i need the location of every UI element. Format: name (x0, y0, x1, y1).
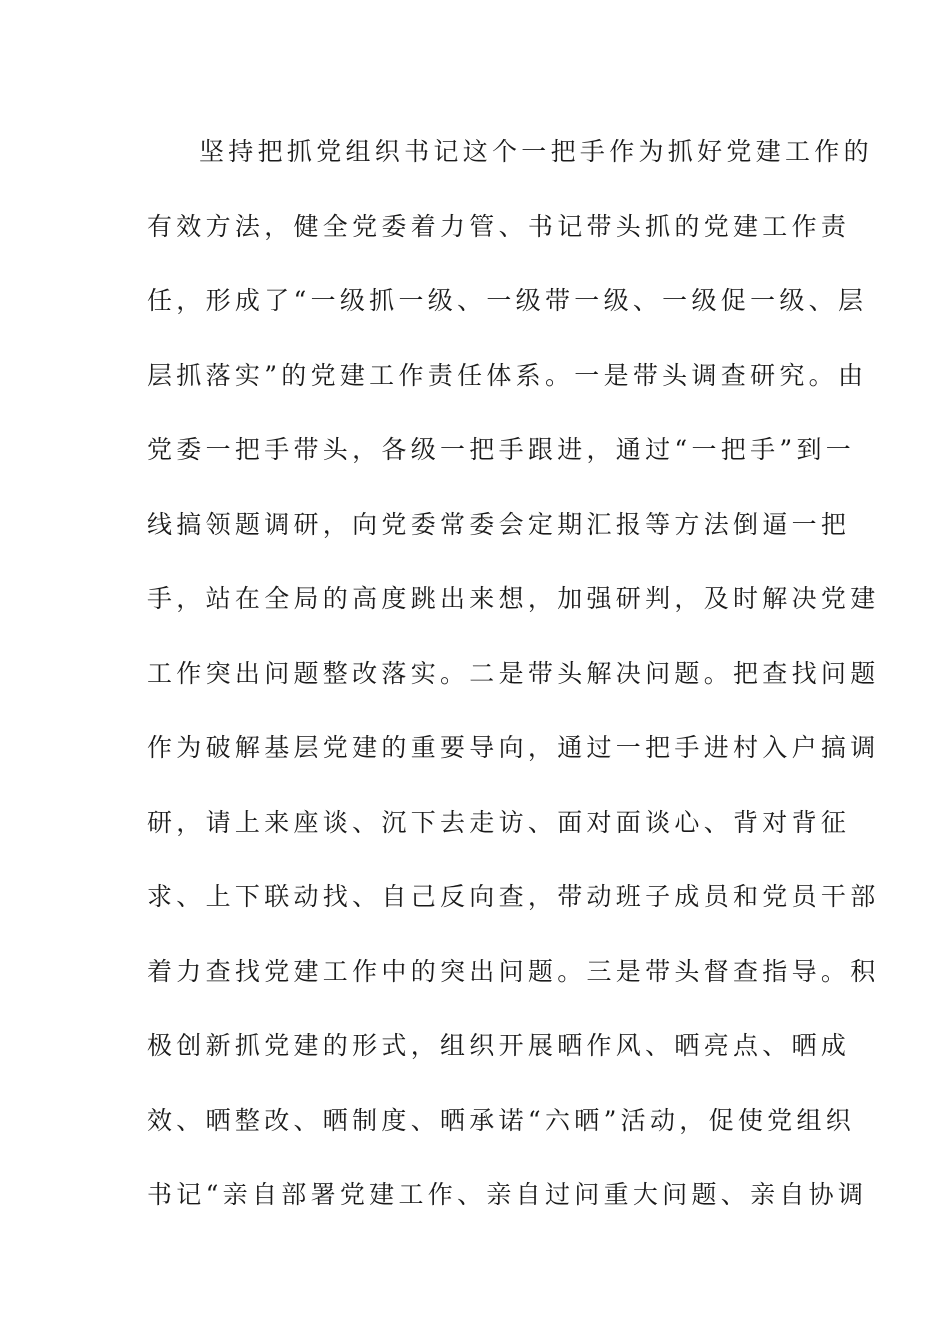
paragraph-line: 着力查找党建工作中的突出问题。三是带头督查指导。积 (147, 956, 880, 986)
paragraph-line: 任，形成了“一级抓一级、一级带一级、一级促一级、层 (147, 286, 868, 315)
paragraph-line: 研，请上来座谈、沉下去走访、面对面谈心、背对背征 (147, 807, 851, 837)
paragraph-line: 求、上下联动找、自己反向查，带动班子成员和党员干部 (147, 882, 880, 911)
paragraph-line: 层抓落实”的党建工作责任体系。一是带头调查研究。由 (147, 360, 868, 390)
paragraph-line: 有效方法，健全党委着力管、书记带头抓的党建工作责 (147, 211, 851, 241)
paragraph-line: 坚持把抓党组织书记这个一把手作为抓好党建工作的 (199, 137, 873, 166)
paragraph-line: 线搞领题调研，向党委常委会定期汇报等方法倒逼一把 (147, 509, 851, 539)
paragraph-line: 作为破解基层党建的重要导向，通过一把手进村入户搞调 (147, 733, 880, 762)
body-paragraph (147, 128, 880, 1246)
paragraph-line: 极创新抓党建的形式，组织开展晒作风、晒亮点、晒成 (147, 1031, 851, 1060)
paragraph-line: 书记“亲自部署党建工作、亲自过问重大问题、亲自协调 (147, 1180, 868, 1209)
paragraph-line: 手，站在全局的高度跳出来想，加强研判，及时解决党建 (147, 584, 880, 613)
paragraph-line: 效、晒整改、晒制度、晒承诺“六晒”活动，促使党组织 (147, 1105, 856, 1135)
paragraph-line: 党委一把手带头，各级一把手跟进，通过“一把手”到一 (147, 435, 856, 464)
paragraph-line: 工作突出问题整改落实。二是带头解决问题。把查找问题 (147, 658, 880, 688)
